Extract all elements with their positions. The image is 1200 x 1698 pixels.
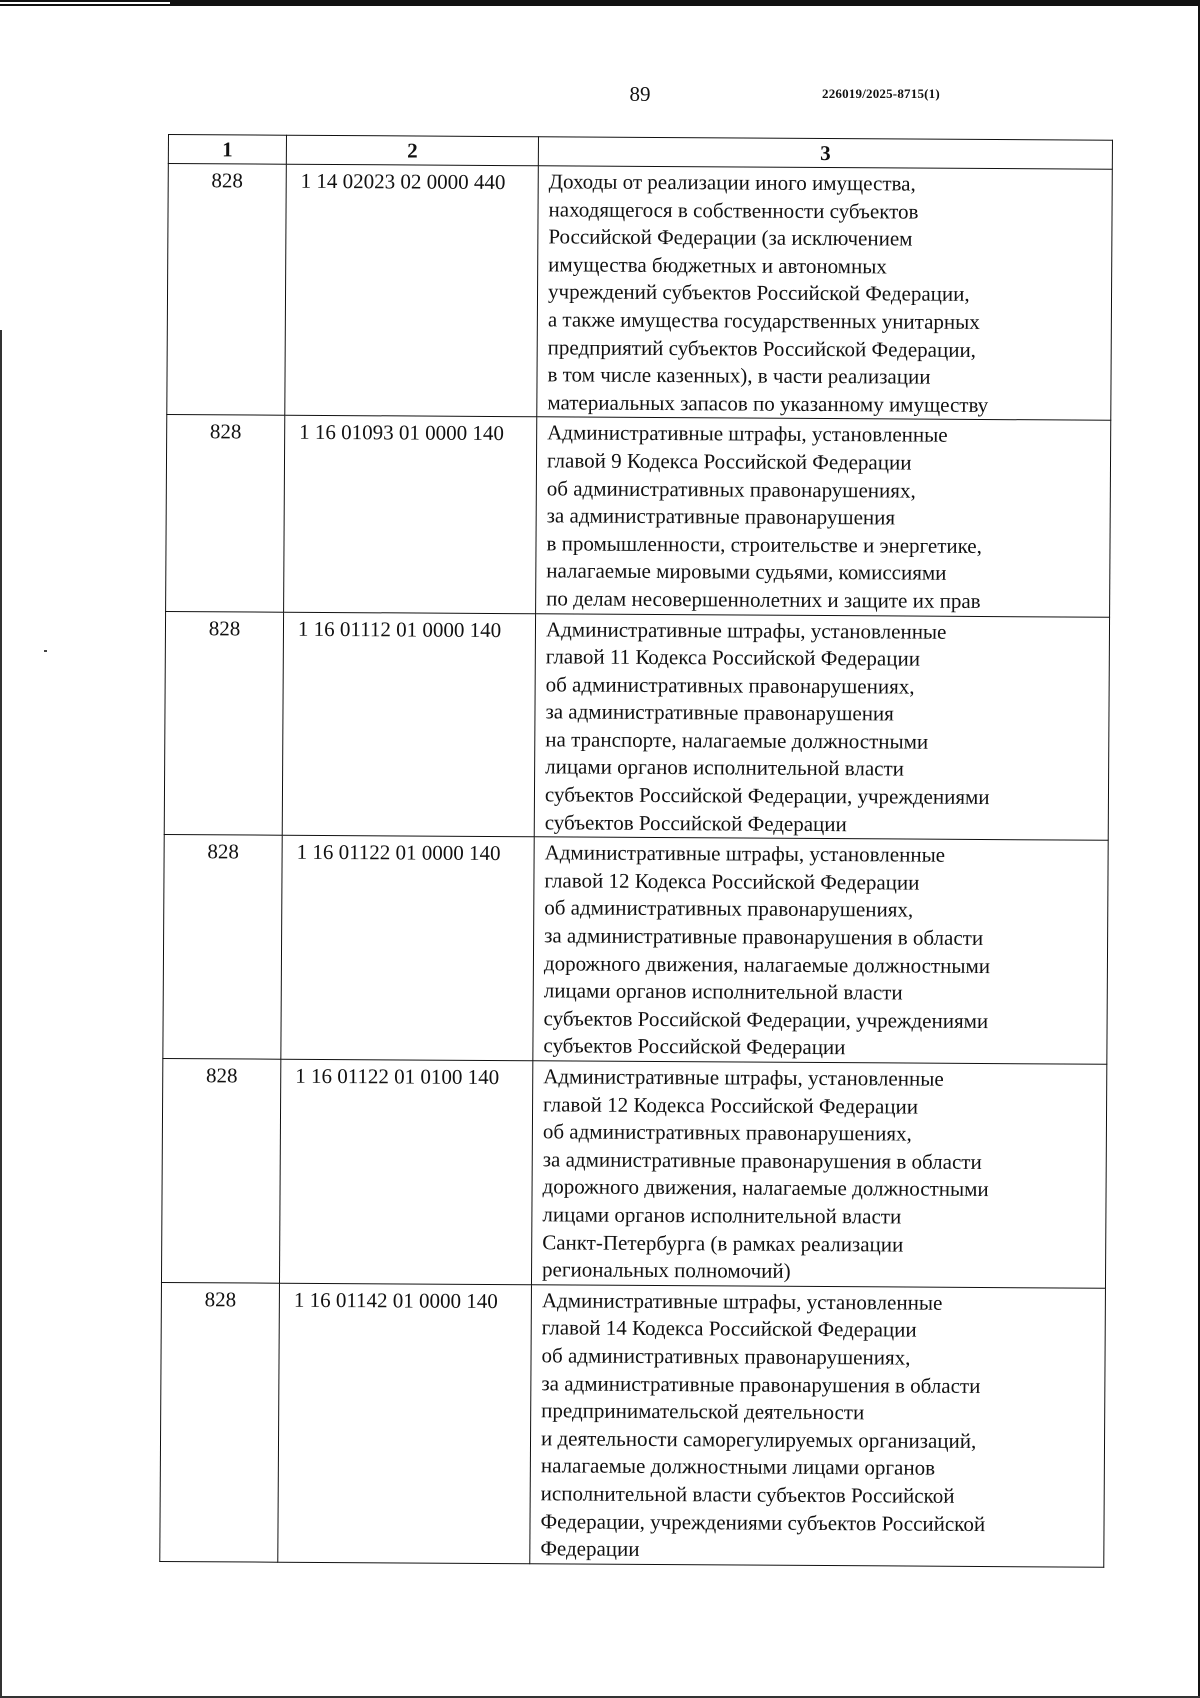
description-line: Доходы от реализации иного имущества, — [548, 169, 916, 196]
budget-classification-code-cell: 1 16 01112 01 0000 140 — [282, 612, 535, 837]
description-line: Санкт-Петербурга (в рамках реализации — [542, 1229, 904, 1257]
description-line: об административных правонарушениях, — [546, 475, 916, 503]
admin-code-cell: 828 — [160, 1282, 280, 1562]
description-line: по делам несовершеннолетних и защите их прав — [546, 586, 981, 613]
description-line: главой 14 Кодекса Российской Федерации — [541, 1315, 917, 1342]
admin-code-cell: 828 — [161, 1058, 280, 1282]
description-line: Административные штрафы, установленные — [543, 1064, 944, 1091]
description-line: и деятельности саморегулируемых организаций, — [540, 1426, 977, 1453]
revenue-description-cell — [537, 166, 1113, 421]
admin-code-cell: 828 — [166, 415, 285, 612]
description-line: налагаемые должностными лицами органов — [540, 1453, 936, 1481]
admin-code-cell: 828 — [163, 835, 282, 1059]
description-line: учреждений субъектов Российской Федерации, — [547, 279, 970, 307]
scan-speck — [44, 650, 47, 652]
column-header-2: 2 — [286, 135, 538, 166]
description-line: главой 11 Кодекса Российской Федерации — [545, 644, 921, 671]
description-line: Административные штрафы, установленные — [541, 1288, 943, 1315]
revenue-description-cell — [531, 1061, 1106, 1288]
description-line: главой 12 Кодекса Российской Федерации — [544, 868, 920, 895]
description-line: субъектов Российской Федерации — [543, 1033, 846, 1060]
description-line: материальных запасов по указанному имуществу — [547, 390, 989, 417]
table-row — [160, 1282, 1106, 1567]
revenue-description-cell — [536, 417, 1111, 617]
description-line: исполнительной власти субъектов Российской — [540, 1481, 955, 1508]
description-line: а также имущества государственных унитарных — [547, 307, 980, 334]
description-line: лицами органов исполнительной власти — [543, 978, 903, 1005]
description-line: за административные правонарушения в области — [542, 1147, 982, 1174]
budget-classification-code-cell: 1 16 01142 01 0000 140 — [278, 1283, 532, 1563]
description-line: в том числе казенных), в части реализации — [547, 362, 931, 389]
budget-classification-code-cell: 1 16 01122 01 0100 140 — [279, 1059, 532, 1284]
description-line: главой 12 Кодекса Российской Федерации — [543, 1091, 919, 1119]
description-line: предприятий субъектов Российской Федерации, — [547, 334, 977, 362]
description-line: дорожного движения, налагаемые должностными — [542, 1174, 989, 1202]
column-header-1: 1 — [168, 135, 286, 165]
description-line: Федерации — [540, 1536, 640, 1562]
description-line: имущества бюджетных и автономных — [548, 252, 887, 279]
description-line: Административные штрафы, установленные — [547, 420, 948, 448]
description-line: Федерации, учреждениями субъектов Российской — [540, 1508, 986, 1536]
description-line: за административные правонарушения — [546, 503, 896, 530]
table-body — [160, 164, 1113, 1567]
description-line: об административных правонарушениях, — [545, 672, 915, 699]
description-line: дорожного движения, налагаемые должностными — [543, 950, 991, 978]
description-line: региональных полномочий) — [541, 1257, 791, 1283]
table-row — [164, 611, 1109, 841]
table-row — [161, 1058, 1106, 1288]
budget-classification-code-cell: 1 16 01122 01 0000 140 — [281, 835, 534, 1060]
table-row — [166, 415, 1111, 617]
description-line: Административные штрафы, установленные — [545, 616, 947, 644]
description-line: в промышленности, строительстве и энергетике, — [546, 531, 982, 558]
revenue-description-cell — [530, 1284, 1106, 1566]
description-line: субъектов Российской Федерации, учреждениями — [544, 782, 990, 810]
revenue-codes-table — [159, 134, 1113, 1567]
scan-border-gap — [0, 2, 170, 4]
table-row — [163, 835, 1108, 1065]
description-line: об административных правонарушениях, — [544, 895, 914, 923]
revenue-description-cell — [533, 837, 1108, 1064]
budget-classification-code-cell: 1 14 02023 02 0000 440 — [285, 164, 539, 417]
description-line: лицами органов исполнительной власти — [542, 1202, 902, 1229]
table-row — [167, 164, 1113, 421]
description-line: находящегося в собственности субъектов — [548, 196, 919, 224]
description-line: Российской Федерации (за исключением — [548, 224, 913, 251]
scan-border-top — [0, 0, 1200, 6]
description-line: лицами органов исполнительной власти — [545, 754, 905, 781]
description-line: субъектов Российской Федерации, учреждениями — [543, 1006, 989, 1033]
description-line: за административные правонарушения в области — [541, 1370, 981, 1398]
description-line: об административных правонарушениях, — [542, 1119, 912, 1146]
description-line: Административные штрафы, установленные — [544, 840, 946, 868]
description-line: главой 9 Кодекса Российской Федерации — [546, 448, 912, 475]
revenue-table-container — [159, 134, 1112, 1574]
description-line: предпринимательской деятельности — [541, 1398, 865, 1425]
admin-code-cell: 828 — [164, 611, 283, 835]
description-line: субъектов Российской Федерации — [544, 809, 847, 836]
document-id: 226019/2025-8715(1) — [822, 86, 940, 101]
description-line: об административных правонарушениях, — [541, 1343, 911, 1370]
description-line: налагаемые мировыми судьями, комиссиями — [546, 558, 947, 586]
column-header-3: 3 — [538, 137, 1112, 170]
page-number: 89 — [629, 82, 651, 106]
admin-code-cell: 828 — [167, 164, 287, 416]
budget-classification-code-cell: 1 16 01093 01 0000 140 — [284, 416, 537, 614]
scan-border-left — [0, 330, 2, 1698]
revenue-description-cell — [534, 613, 1109, 840]
description-line: на транспорте, налагаемые должностными — [545, 727, 929, 754]
description-line: за административные правонарушения — [545, 699, 894, 726]
description-line: за административные правонарушения в области — [544, 923, 984, 951]
